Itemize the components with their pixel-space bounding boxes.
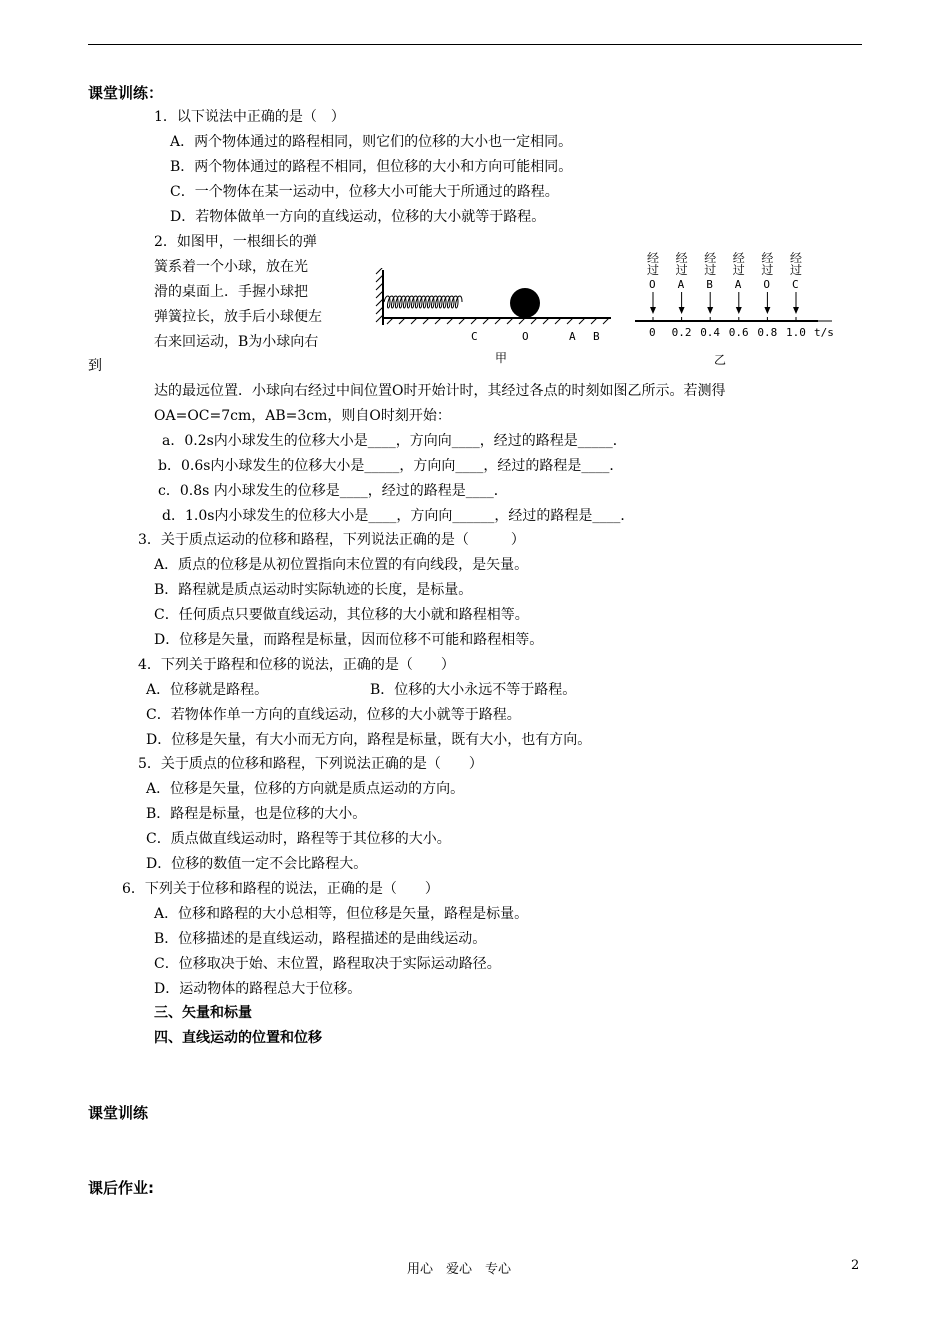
q3-option-b: B．路程就是质点运动时实际轨迹的长度，是标量。 (154, 582, 473, 598)
heading-classroom-training-2: 课堂训练 (88, 1104, 149, 1122)
marker-arrowhead-3 (736, 307, 742, 314)
marker-word-2-1: 过 (704, 263, 717, 277)
heading-homework: 课后作业: (88, 1179, 154, 1197)
marker-arrowhead-5 (793, 307, 799, 314)
marker-point-2: B (706, 278, 713, 291)
q5-stem: 5．关于质点的位移和路程，下列说法正确的是（ ） (138, 756, 483, 772)
q2-line-5: 右来回运动，B为小球向右 (154, 334, 319, 350)
figure-yi-timeline (630, 248, 840, 366)
marker-point-5: C (792, 278, 799, 291)
section-3-heading: 三、矢量和标量 (154, 1005, 252, 1021)
q4-stem: 4．下列关于路程和位移的说法，正确的是（ ） (138, 657, 455, 673)
heading-classroom-training: 课堂训练： (88, 84, 164, 102)
q2-line-2: 簧系着一个小球，放在光 (154, 259, 308, 275)
q4-option-c: C．若物体作单一方向的直线运动，位移的大小就等于路程。 (146, 707, 521, 723)
marker-word-1-1: 过 (675, 263, 688, 277)
figure-jia-spring (375, 268, 620, 364)
axis-tick-label-4: 0.8 (757, 326, 778, 339)
marker-word-1-0: 经 (675, 251, 688, 265)
q6-option-b: B．位移描述的是直线运动，路程描述的是曲线运动。 (154, 931, 487, 947)
marker-word-2-0: 经 (704, 251, 717, 265)
spring (384, 296, 462, 308)
marker-word-5-1: 过 (790, 263, 803, 277)
q6-option-a: A．位移和路程的大小总相等，但位移是矢量，路程是标量。 (154, 906, 529, 922)
q1-option-c: C．一个物体在某一运动中，位移大小可能大于所通过的路程。 (170, 184, 559, 200)
label-a: A (569, 330, 576, 343)
label-b: B (593, 330, 600, 343)
q2-line-3: 滑的桌面上．手握小球把 (154, 284, 308, 300)
q1-option-b: B．两个物体通过的路程不相同，但位移的大小和方向可能相同。 (170, 159, 573, 175)
marker-point-1: A (677, 278, 685, 291)
q2-cont-1: 达的最远位置．小球向右经过中间位置O时开始计时，其经过各点的时刻如图乙所示。若测得 (154, 383, 726, 399)
footer-motto: 用心 爱心 专心 (407, 1262, 512, 1277)
q2-dao: 到 (88, 358, 102, 374)
marker-arrowhead-0 (650, 307, 656, 314)
q5-option-a: A．位移是矢量，位移的方向就是质点运动的方向。 (146, 781, 465, 797)
q6-option-c: C．位移取决于始、末位置，路程取决于实际运动路径。 (154, 956, 501, 972)
marker-arrowhead-1 (679, 307, 685, 314)
marker-word-4-0: 经 (761, 251, 774, 265)
q5-option-d: D．位移的数值一定不会比路程大。 (146, 856, 368, 872)
axis-tick-label-1: 0.2 (671, 326, 692, 339)
q6-option-d: D．运动物体的路程总大于位移。 (154, 981, 362, 997)
marker-word-5-0: 经 (790, 251, 803, 265)
marker-word-3-1: 过 (732, 263, 745, 277)
marker-arrowhead-2 (707, 307, 713, 314)
q6-stem: 6．下列关于位移和路程的说法，正确的是（ ） (122, 881, 439, 897)
header-rule (88, 44, 862, 45)
q4-option-b: B．位移的大小永远不等于路程。 (370, 682, 577, 698)
label-c: C (471, 330, 478, 343)
q2-line-1: 2．如图甲，一根细长的弹 (154, 234, 317, 250)
q3-option-c: C．任何质点只要做直线运动，其位移的大小就和路程相等。 (154, 607, 529, 623)
q1-stem: 1．以下说法中正确的是（ ） (154, 109, 345, 125)
q5-option-b: B．路程是标量，也是位移的大小。 (146, 806, 367, 822)
caption-yi: 乙 (714, 353, 727, 366)
axis-tick-label-5: 1.0 (786, 326, 806, 339)
label-o: O (522, 330, 529, 343)
marker-arrowhead-4 (764, 307, 770, 314)
q2-line-4: 弹簧拉长，放手后小球便左 (154, 309, 322, 325)
q4-option-d: D．位移是矢量，有大小而无方向，路程是标量，既有大小，也有方向。 (146, 732, 592, 748)
q2-cont-2: OA=OC=7cm，AB=3cm，则自O时刻开始： (154, 408, 451, 424)
marker-word-0-1: 过 (647, 263, 660, 277)
q2-sub-a: a．0.2s内小球发生的位移大小是____，方向向____，经过的路程是_____． (162, 433, 627, 449)
q1-option-a: A．两个物体通过的路程相同，则它们的位移的大小也一定相同。 (170, 134, 573, 150)
q2-sub-c: c．0.8s 内小球发生的位移是____，经过的路程是____． (158, 483, 508, 499)
caption-jia: 甲 (495, 351, 508, 364)
q1-option-d: D．若物体做单一方向的直线运动，位移的大小就等于路程。 (170, 209, 546, 225)
axis-tick-label-2: 0.4 (700, 326, 721, 339)
axis-unit: t/s (814, 326, 834, 339)
marker-point-0: O (649, 278, 656, 291)
q3-stem: 3．关于质点运动的位移和路程，下列说法正确的是（ ） (138, 532, 525, 548)
marker-word-3-0: 经 (732, 251, 745, 265)
q2-sub-b: b．0.6s内小球发生的位移大小是_____，方向向____，经过的路程是____． (158, 458, 624, 474)
section-4-heading: 四、直线运动的位置和位移 (154, 1030, 322, 1046)
q2-sub-d: d．1.0s内小球发生的位移大小是____，方向向______，经过的路程是____． (162, 508, 635, 524)
marker-point-4: O (763, 278, 771, 291)
q5-option-c: C．质点做直线运动时，路程等于其位移的大小。 (146, 831, 451, 847)
q3-option-d: D．位移是矢量，而路程是标量，因而位移不可能和路程相等。 (154, 632, 544, 648)
q4-option-a: A．位移就是路程。 (146, 682, 269, 698)
axis-tick-label-3: 0.6 (728, 326, 749, 339)
marker-point-3: A (734, 278, 742, 291)
marker-word-0-0: 经 (647, 251, 660, 265)
marker-word-4-1: 过 (761, 263, 774, 277)
q3-option-a: A．质点的位移是从初位置指向末位置的有向线段，是矢量。 (154, 557, 529, 573)
page-number: 2 (851, 1258, 860, 1273)
axis-tick-label-0: 0 (649, 326, 656, 339)
ball (510, 288, 540, 318)
